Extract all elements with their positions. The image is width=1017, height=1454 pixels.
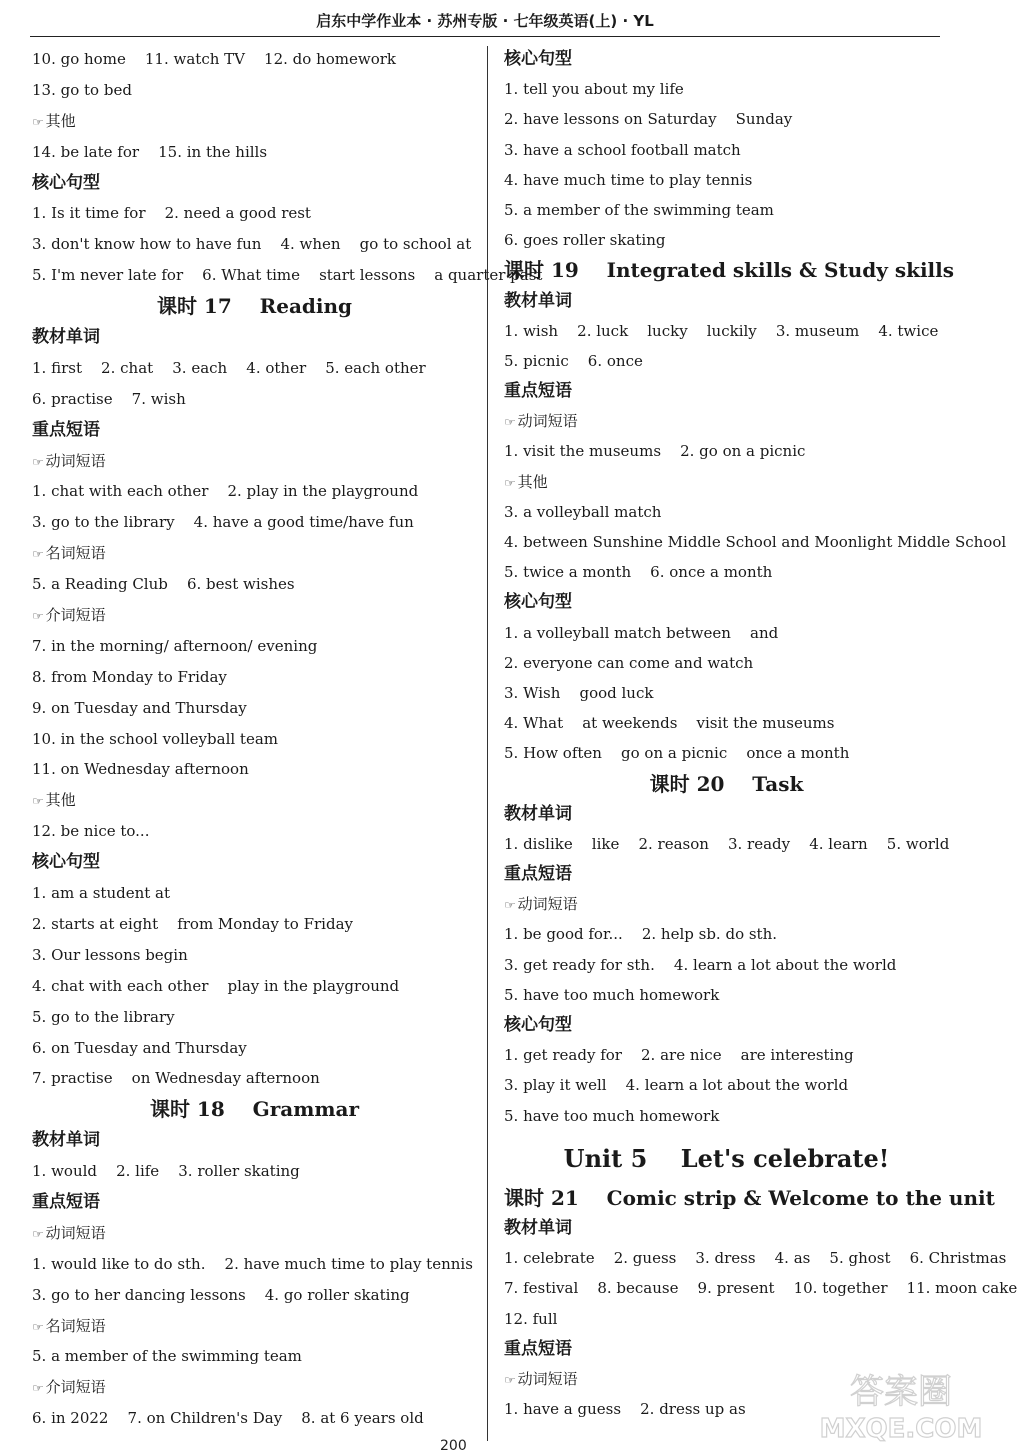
pointing-hand-icon: ☞ — [32, 456, 44, 469]
line-text: 4. between Sunshine Middle School and Moonlight Middle School — [504, 533, 1007, 551]
section-heading — [32, 847, 477, 878]
line-text: 核心句型 — [504, 49, 572, 69]
answer-line — [32, 476, 477, 507]
line-text: 14. be late for 15. in the hills — [32, 142, 268, 161]
subsection-heading — [32, 1372, 477, 1403]
answer-line — [32, 1063, 477, 1094]
line-text: 3. a volleyball match — [504, 502, 662, 521]
answer-line — [32, 754, 477, 785]
line-text: 教材单词 — [504, 1217, 572, 1238]
answer-line — [504, 1040, 949, 1070]
pointing-hand-icon: ☞ — [32, 796, 44, 809]
line-text: 6. on Tuesday and Thursday — [32, 1038, 247, 1057]
pointing-hand-icon: ☞ — [32, 1321, 44, 1334]
subsection-heading — [504, 406, 949, 436]
line-text: 教材单词 — [32, 1130, 100, 1151]
line-text: 5. a member of the swimming team — [504, 200, 774, 219]
line-text: 重点短语 — [504, 381, 572, 402]
line-text: 4. What at weekends visit the museums — [504, 714, 835, 733]
line-text: 2. everyone can come and watch — [504, 653, 754, 672]
line-text: 10. go home 11. watch TV 12. do homework — [32, 50, 397, 68]
line-text: 名词短语 — [45, 544, 106, 563]
line-text: 1. wish 2. luck lucky luckily 3. museum 4. twice — [504, 321, 939, 340]
pointing-hand-icon: ☞ — [32, 1382, 44, 1395]
answer-line — [32, 724, 477, 755]
line-text: 12. full — [504, 1309, 558, 1328]
section-heading — [32, 168, 477, 199]
line-text: 核心句型 — [32, 172, 100, 193]
line-text: 5. I'm never late for 6. What time start lessons a quarter past — [32, 266, 543, 285]
line-text: 其他 — [517, 472, 548, 491]
line-text: 5. twice a month 6. once a month — [504, 563, 773, 582]
pointing-hand-icon: ☞ — [32, 610, 44, 623]
line-text: 3. Our lessons begin — [32, 945, 188, 964]
line-text: 课时 18 Grammar — [149, 1097, 360, 1122]
answer-line — [504, 497, 949, 527]
line-text: 动词短语 — [45, 1223, 106, 1242]
line-text: 1. a volleyball match between and — [504, 623, 779, 642]
line-text: 1. chat with each other 2. play in the playground — [32, 482, 419, 501]
answer-line — [504, 527, 1007, 557]
line-text: 3. have a school football match — [504, 140, 741, 159]
line-text: 核心句型 — [504, 1015, 572, 1035]
line-text: Unit 5 Let's celebrate! — [563, 1143, 890, 1173]
line-text: 5. have too much homework — [504, 1106, 720, 1125]
line-text: 课时 17 Reading — [156, 294, 353, 319]
header-title: 启东中学作业本 · 苏州专版 · 七年级英语(上) · YL — [316, 12, 654, 30]
answer-line — [32, 693, 477, 724]
answer-line — [504, 980, 949, 1010]
subsection-heading — [504, 889, 949, 919]
line-text: 动词短语 — [517, 895, 578, 914]
answer-line — [32, 1280, 477, 1311]
line-text: 3. go to the library 4. have a good time/have fun — [32, 513, 414, 532]
watermark-logo — [816, 1365, 986, 1445]
line-text: 1. dislike like 2. reason 3. ready 4. learn 5. world — [504, 834, 950, 853]
line-text: 8. from Monday to Friday — [32, 667, 227, 686]
unit-title — [504, 1131, 949, 1183]
section-heading — [32, 322, 477, 353]
lesson-title — [32, 291, 477, 322]
section-heading — [504, 286, 949, 316]
line-text: 12. be nice to... — [32, 822, 150, 841]
answer-line — [504, 104, 949, 134]
line-text: 动词短语 — [517, 1369, 578, 1388]
answer-line — [504, 618, 949, 648]
line-text: 重点短语 — [32, 419, 100, 440]
section-heading — [504, 376, 949, 406]
column-divider — [487, 46, 488, 1441]
answer-line — [32, 1002, 477, 1033]
answer-line — [504, 1070, 949, 1100]
answer-line — [504, 346, 949, 376]
line-text: 4. have much time to play tennis — [504, 170, 753, 189]
answer-line — [504, 436, 949, 466]
line-text: 7. festival 8. because 9. present 10. together 11. moon cake — [504, 1279, 1017, 1298]
line-text: 3. don't know how to have fun 4. when go to school at — [32, 235, 472, 254]
line-text: 6. goes roller skating — [504, 231, 666, 250]
section-heading — [504, 799, 949, 829]
section-heading — [504, 1010, 949, 1040]
subsection-heading — [32, 785, 477, 816]
answer-line — [504, 1243, 1007, 1273]
line-text: 1. would 2. life 3. roller skating — [32, 1162, 300, 1181]
line-text: 6. practise 7. wish — [32, 389, 186, 408]
line-text: 1. Is it time for 2. need a good rest — [32, 204, 311, 223]
line-text: 5. a Reading Club 6. best wishes — [32, 575, 295, 594]
line-text: 11. on Wednesday afternoon — [32, 760, 249, 779]
page-number: 200 — [440, 1438, 467, 1454]
line-text: 其他 — [45, 791, 76, 810]
line-text: 5. a member of the swimming team — [32, 1347, 302, 1366]
line-text: 1. am a student at — [32, 884, 171, 903]
line-text: 1. get ready for 2. are nice are interesting — [504, 1046, 854, 1065]
page-header — [30, 8, 940, 37]
pointing-hand-icon: ☞ — [32, 1228, 44, 1241]
line-text: 教材单词 — [504, 803, 572, 824]
section-heading — [504, 859, 949, 889]
answer-line — [32, 1033, 477, 1064]
answer-line — [32, 662, 477, 693]
lesson-title — [504, 769, 949, 799]
pointing-hand-icon: ☞ — [504, 416, 516, 429]
answer-line — [32, 1403, 477, 1434]
pointing-hand-icon: ☞ — [504, 899, 516, 912]
line-text: 6. in 2022 7. on Children's Day 8. at 6 years old — [32, 1409, 424, 1428]
line-text: 10. in the school volleyball team — [32, 729, 278, 748]
answer-line — [32, 44, 477, 75]
subsection-heading — [32, 538, 477, 569]
answer-line — [32, 1249, 477, 1280]
line-text: 7. in the morning/ afternoon/ evening — [32, 636, 318, 655]
section-heading — [504, 44, 949, 74]
line-text: 5. picnic 6. once — [504, 351, 643, 370]
line-text: 其他 — [45, 111, 76, 130]
line-text: 3. play it well 4. learn a lot about the world — [504, 1076, 849, 1095]
line-text: 名词短语 — [45, 1316, 106, 1335]
answer-line — [32, 909, 477, 940]
line-text: 动词短语 — [45, 451, 106, 470]
answer-line — [504, 919, 949, 949]
answer-line — [504, 225, 949, 255]
line-text: 13. go to bed — [32, 80, 132, 99]
line-text: 课时 19 Integrated skills & Study skills — [504, 258, 955, 283]
line-text: 1. would like to do sth. 2. have much time to play tennis — [32, 1254, 473, 1273]
line-text: 1. visit the museums 2. go on a picnic — [504, 442, 806, 461]
section-heading — [504, 1334, 949, 1364]
answer-line — [504, 829, 949, 859]
subsection-heading — [32, 1218, 477, 1249]
answer-line — [32, 971, 477, 1002]
line-text: 1. be good for... 2. help sb. do sth. — [504, 925, 778, 944]
subsection-heading — [32, 106, 477, 137]
line-text: 5. go to the library — [32, 1007, 175, 1026]
pointing-hand-icon: ☞ — [504, 1374, 516, 1387]
line-text: 3. go to her dancing lessons 4. go roller skating — [32, 1285, 410, 1304]
answer-line — [504, 738, 949, 768]
answer-line — [504, 1101, 949, 1131]
line-text: 教材单词 — [32, 327, 100, 348]
answer-line — [32, 1341, 477, 1372]
answer-line — [32, 260, 543, 291]
section-heading — [32, 415, 477, 446]
line-text: 重点短语 — [504, 864, 572, 885]
answer-line — [32, 137, 477, 168]
line-text: 教材单词 — [504, 290, 572, 311]
answer-line — [504, 195, 949, 225]
line-text: 动词短语 — [517, 412, 578, 431]
line-text: 2. starts at eight from Monday to Friday — [32, 914, 353, 933]
answer-line — [32, 1156, 477, 1187]
answer-line — [32, 384, 477, 415]
answer-line — [32, 631, 477, 662]
line-text: 1. first 2. chat 3. each 4. other 5. each other — [32, 358, 426, 377]
subsection-heading — [32, 446, 477, 477]
answer-line — [504, 165, 949, 195]
line-text: 介词短语 — [45, 606, 106, 625]
answer-line — [32, 816, 477, 847]
answer-line — [32, 878, 477, 909]
line-text: 1. celebrate 2. guess 3. dress 4. as 5. ghost 6. Christmas — [504, 1249, 1007, 1268]
line-text: 介词短语 — [45, 1378, 106, 1397]
line-text: 重点短语 — [32, 1191, 100, 1212]
lesson-title — [504, 1183, 995, 1213]
subsection-heading — [32, 600, 477, 631]
answer-line — [504, 708, 949, 738]
answer-line — [32, 75, 477, 106]
section-heading — [32, 1125, 477, 1156]
right-column — [504, 44, 1017, 1424]
answer-line — [32, 198, 477, 229]
subsection-heading — [504, 467, 949, 497]
answer-line — [504, 678, 949, 708]
line-text: 3. Wish good luck — [504, 683, 654, 702]
answer-line — [504, 316, 949, 346]
subsection-heading — [32, 1311, 477, 1342]
line-text: 5. How often go on a picnic once a month — [504, 744, 850, 763]
section-heading — [504, 587, 949, 617]
answer-line — [32, 569, 477, 600]
line-text: 4. chat with each other play in the playground — [32, 976, 400, 995]
answer-line — [32, 940, 477, 971]
answer-line — [32, 353, 477, 384]
pointing-hand-icon: ☞ — [32, 116, 44, 129]
lesson-title — [32, 1094, 477, 1125]
watermark-line2: MXQE.COM — [819, 1414, 983, 1444]
line-text: 课时 21 Comic strip & Welcome to the unit — [504, 1185, 995, 1210]
answer-line — [504, 1273, 1017, 1303]
section-heading — [32, 1187, 477, 1218]
line-text: 1. have a guess 2. dress up as — [504, 1400, 746, 1419]
answer-line — [504, 1304, 949, 1334]
answer-line — [504, 950, 949, 980]
lesson-title — [504, 255, 955, 285]
pointing-hand-icon: ☞ — [504, 477, 516, 490]
line-text: 3. get ready for sth. 4. learn a lot about the world — [504, 955, 897, 974]
line-text: 5. have too much homework — [504, 985, 720, 1004]
line-text: 课时 20 Task — [649, 771, 804, 796]
answer-line — [504, 74, 949, 104]
section-heading — [504, 1213, 949, 1243]
line-text: 7. practise on Wednesday afternoon — [32, 1069, 320, 1088]
line-text: 1. tell you about my life — [504, 80, 684, 99]
line-text: 核心句型 — [32, 852, 100, 873]
answer-line — [32, 507, 477, 538]
line-text: 核心句型 — [504, 592, 572, 613]
answer-line — [504, 648, 949, 678]
line-text: 2. have lessons on Saturday Sunday — [504, 110, 793, 129]
pointing-hand-icon: ☞ — [32, 548, 44, 561]
line-text: 9. on Tuesday and Thursday — [32, 698, 247, 717]
watermark-line1: 答案圈 — [850, 1372, 952, 1412]
answer-line — [504, 557, 949, 587]
line-text: 重点短语 — [504, 1338, 572, 1359]
answer-line — [504, 135, 949, 165]
answer-line — [32, 229, 477, 260]
